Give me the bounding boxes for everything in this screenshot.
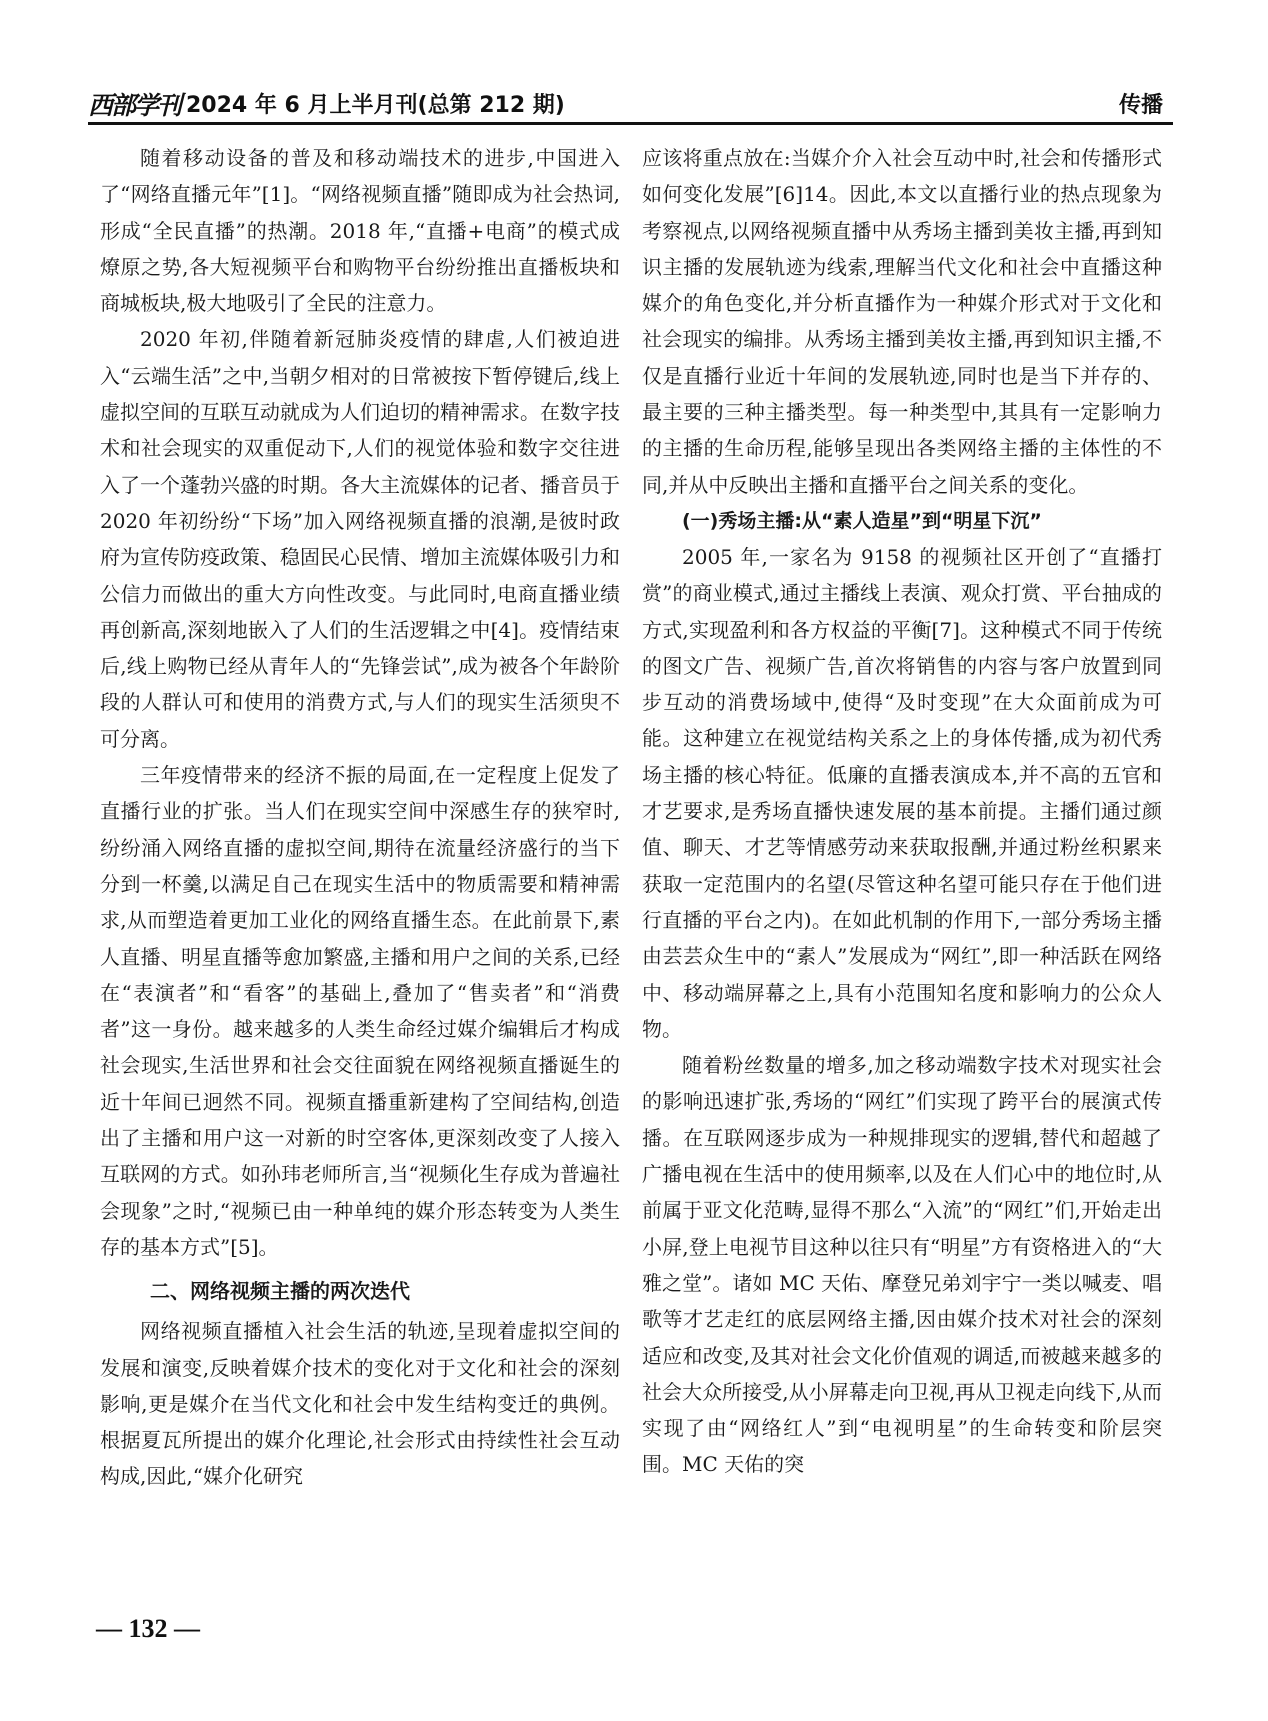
- paragraph: 随着粉丝数量的增多,加之移动端数字技术对现实社会的影响迅速扩张,秀场的“网红”们实现了跨平台的展演式传播。在互联网逐步成为一种规排现实的逻辑,替代和超越了广播电视在生活中的使用频率,以及在人们心中的地位时,从前属于亚文化范畴,显得不那么“入流”的“网红”们,开始走出小屏,登上电视节目这种以往只有“明星”方有资格进入的“大雅之堂”。诸如 MC 天佑、摩登兄弟刘宇宁一类以喊麦、唱歌等才艺走红的底层网络主播,因由媒介技术对社会的深刻适应和改变,及其对社会文化价值观的调适,而被越来越多的社会大众所接受,从小屏幕走向卫视,再从卫视走向线下,从而实现了由“网络红人”到“电视明星”的生命转变和阶层突围。MC 天佑的突: [642, 1053, 1162, 1477]
- paragraph: 三年疫情带来的经济不振的局面,在一定程度上促发了直播行业的扩张。当人们在现实空间中深感生存的狭窄时,纷纷涌入网络直播的虚拟空间,期待在流量经济盛行的当下分到一杯羹,以满足自己在现实生活中的物质需要和精神需求,从而塑造着更加工业化的网络直播生态。在此前景下,素人直播、明星直播等愈加繁盛,主播和用户之间的关系,已经在“表演者”和“看客”的基础上,叠加了“售卖者”和“消费者”这一身份。越来越多的人类生命经过媒介编辑后才构成社会现实,生活世界和社会交往面貌在网络视频直播诞生的近十年间已迥然不同。视频直播重新建构了空间结构,创造出了主播和用户这一对新的时空客体,更深刻改变了人接入互联网的方式。如孙玮老师所言,当“视频化生存成为普遍社会现象”之时,“视频已由一种单纯的媒介形态转变为人类生存的基本方式”[5]。: [100, 763, 620, 1259]
- section-label: 传播: [1118, 93, 1163, 118]
- page-number: — 132 —: [96, 1614, 200, 1643]
- paragraph: 2005 年,一家名为 9158 的视频社区开创了“直播打赏”的商业模式,通过主播线上表演、观众打赏、平台抽成的方式,实现盈利和各方权益的平衡[7]。这种模式不同于传统的图文广告、视频广告,首次将销售的内容与客户放置到同步互动的消费场域中,使得“及时变现”在大众面前成为可能。这种建立在视觉结构关系之上的身体传播,成为初代秀场主播的核心特征。低廉的直播表演成本,并不高的五官和才艺要求,是秀场直播快速发展的基本前提。主播们通过颜值、聊天、才艺等情感劳动来获取报酬,并通过粉丝积累来获取一定范围内的名望(尽管这种名望可能只存在于他们进行直播的平台之内)。在如此机制的作用下,一部分秀场主播由芸芸众生中的“素人”发展成为“网红”,即一种活跃在网络中、移动端屏幕之上,具有小范围知名度和影响力的公众人物。: [642, 544, 1162, 1041]
- section-heading: 二、网络视频主播的两次迭代: [150, 1279, 410, 1304]
- header-rule: [88, 122, 1173, 125]
- paragraph: 随着移动设备的普及和移动端技术的进步,中国进入了“网络直播元年”[1]。“网络视频直播”随即成为社会热词,形成“全民直播”的热潮。2018 年,“直播+电商”的模式成燎原之势,各大短视频平台和购物平台纷纷推出直播板块和商城板块,极大地吸引了全民的注意力。: [100, 146, 620, 316]
- paragraph: 2020 年初,伴随着新冠肺炎疫情的肆虐,人们被迫进入“云端生活”之中,当朝夕相对的日常被按下暂停键后,线上虚拟空间的互联互动就成为人们迫切的精神需求。在数字技术和社会现实的双重促动下,人们的视觉体验和数字交往进入了一个蓬勃兴盛的时期。各大主流媒体的记者、播音员于 2020 年初纷纷“下场”加入网络视频直播的浪潮,是彼时政府为宣传防疫政策、稳固民心民情、增加主流媒体吸引力和公信力而做出的重大方向性改变。与此同时,电商直播业绩再创新高,深刻地嵌入了人们的生活逻辑之中[4]。疫情结束后,线上购物已经从青年人的“先锋尝试”,成为被各个年龄阶段的人群认可和使用的消费方式,与人们的现实生活须臾不可分离。: [100, 327, 620, 751]
- paragraph: 网络视频直播植入社会生活的轨迹,呈现着虚拟空间的发展和演变,反映着媒介技术的变化对于文化和社会的深刻影响,更是媒介在当代文化和社会中发生结构变迁的典例。根据夏瓦所提出的媒介化理论,社会形式由持续性社会互动构成,因此,“媒介化研究: [100, 1319, 620, 1489]
- subsection-heading: (一)秀场主播:从“素人造星”到“明星下沉”: [682, 509, 1042, 532]
- journal-logo: 西部学刊: [88, 91, 181, 120]
- page-header: [88, 80, 1173, 124]
- paragraph: 应该将重点放在:当媒介介入社会互动中时,社会和传播形式如何变化发展”[6]14。因此,本文以直播行业的热点现象为考察视点,以网络视频直播中从秀场主播到美妆主播,再到知识主播的发展轨迹为线索,理解当代文化和社会中直播这种媒介的角色变化,并分析直播作为一种媒介形式对于文化和社会现实的编排。从秀场主播到美妆主播,再到知识主播,不仅是直播行业近十年间的发展轨迹,同时也是当下并存的、最主要的三种主播类型。每一种类型中,其具有一定影响力的主播的生命历程,能够呈现出各类网络主播的主体性的不同,并从中反映出主播和直播平台之间关系的变化。: [642, 146, 1162, 497]
- left-column: [100, 140, 620, 1495]
- right-column: [642, 140, 1162, 1483]
- issue-info: 2024 年 6 月上半月刊(总第 212 期): [186, 93, 565, 118]
